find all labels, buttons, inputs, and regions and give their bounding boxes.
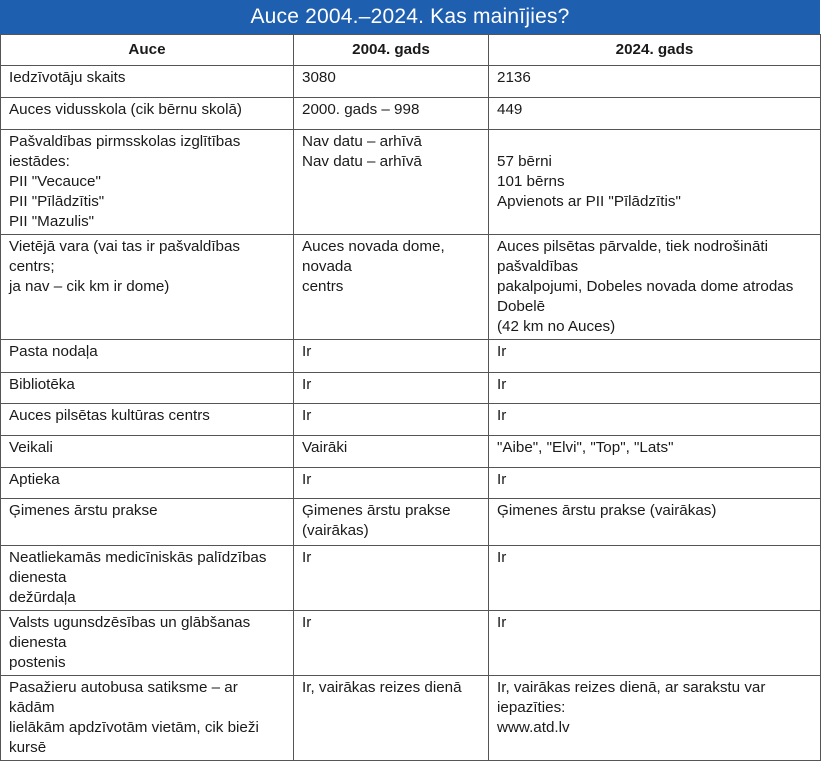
cell-line: Pasažieru autobusa satiksme – ar kādām <box>9 679 238 716</box>
cell-line: Ir <box>302 376 312 393</box>
cell-line: Ir <box>497 407 507 424</box>
cell-item <box>1 404 294 436</box>
cell-line: PII "Mazulis" <box>9 213 95 230</box>
cell-item <box>1 468 294 499</box>
cell-line: Ir <box>497 614 507 631</box>
cell-line: (42 km no Auces) <box>497 318 616 335</box>
cell-2004 <box>294 373 489 404</box>
cell-line: Ir, vairākas reizes dienā, ar sarakstu var iepazīties: <box>497 679 766 716</box>
cell-2004 <box>294 611 489 676</box>
cell-2004 <box>294 436 489 468</box>
cell-line: Vietējā vara (vai tas ir pašvaldības centrs; <box>9 238 241 275</box>
table-row <box>1 676 821 761</box>
table-row <box>1 373 821 404</box>
header-2024: 2024. gads <box>489 35 821 66</box>
cell-item <box>1 436 294 468</box>
cell-line: postenis <box>9 654 66 671</box>
cell-2004 <box>294 66 489 98</box>
table-row <box>1 404 821 436</box>
table-row <box>1 546 821 611</box>
cell-line: Ģimenes ārstu prakse (vairākas) <box>497 502 717 519</box>
cell-line: pakalpojumi, Dobeles novada dome atrodas Dobelē <box>497 278 794 315</box>
table-row <box>1 611 821 676</box>
cell-line: www.atd.lv <box>497 719 570 736</box>
cell-line: 57 bērni <box>497 153 552 170</box>
cell-line: Nav datu – arhīvā <box>302 133 422 150</box>
cell-line: Iedzīvotāju skaits <box>9 69 126 86</box>
cell-line: Vairāki <box>302 439 348 456</box>
cell-item <box>1 499 294 546</box>
cell-2024 <box>489 98 821 130</box>
cell-line: Ir <box>497 376 507 393</box>
table-row <box>1 66 821 98</box>
cell-line: Ir <box>497 549 507 566</box>
cell-2004 <box>294 546 489 611</box>
cell-line: Valsts ugunsdzēsības un glābšanas dienesta <box>9 614 251 651</box>
cell-line: Aptieka <box>9 471 60 488</box>
cell-2024 <box>489 373 821 404</box>
cell-2004 <box>294 340 489 373</box>
cell-item <box>1 235 294 340</box>
cell-2024 <box>489 676 821 761</box>
cell-line: PII "Vecauce" <box>9 173 101 190</box>
cell-line: Veikali <box>9 439 53 456</box>
cell-line: centrs <box>302 278 344 295</box>
header-auce: Auce <box>1 35 294 66</box>
table-row <box>1 499 821 546</box>
comparison-table <box>0 34 821 761</box>
cell-line: 2136 <box>497 69 531 86</box>
header-2004: 2004. gads <box>294 35 489 66</box>
cell-line: PII "Pīlādzītis" <box>9 193 105 210</box>
table-row <box>1 436 821 468</box>
cell-2024 <box>489 436 821 468</box>
cell-line: Auces pilsētas pārvalde, tiek nodrošināti pašvaldības <box>497 238 768 275</box>
cell-2004 <box>294 404 489 436</box>
table-row <box>1 340 821 373</box>
cell-2004 <box>294 468 489 499</box>
cell-line: Ir <box>497 343 507 360</box>
cell-line: Nav datu – arhīvā <box>302 153 422 170</box>
cell-item <box>1 130 294 235</box>
cell-line: Neatliekamās medicīniskās palīdzības dienesta <box>9 549 267 586</box>
cell-2004 <box>294 676 489 761</box>
cell-2024 <box>489 468 821 499</box>
cell-2024 <box>489 611 821 676</box>
cell-2024 <box>489 340 821 373</box>
table-body <box>1 66 821 761</box>
cell-line: Ir, vairākas reizes dienā <box>302 679 462 696</box>
cell-line: Ģimenes ārstu prakse <box>302 502 451 519</box>
cell-line: 101 bērns <box>497 173 565 190</box>
table-row <box>1 468 821 499</box>
cell-line: Ir <box>302 407 312 424</box>
cell-2024 <box>489 404 821 436</box>
table-row <box>1 235 821 340</box>
cell-line: Ir <box>302 549 312 566</box>
cell-line: Auces pilsētas kultūras centrs <box>9 407 210 424</box>
cell-item <box>1 98 294 130</box>
cell-line: Ir <box>302 471 312 488</box>
cell-line: Ir <box>302 343 312 360</box>
cell-line: Ir <box>302 614 312 631</box>
cell-line: 3080 <box>302 69 336 86</box>
cell-line: Auces novada dome, novada <box>302 238 445 275</box>
cell-line: Ģimenes ārstu prakse <box>9 502 158 519</box>
cell-2004 <box>294 98 489 130</box>
cell-2024 <box>489 546 821 611</box>
cell-2004 <box>294 130 489 235</box>
header-row <box>1 35 821 66</box>
cell-item <box>1 676 294 761</box>
cell-line: 449 <box>497 101 523 118</box>
cell-2024 <box>489 66 821 98</box>
cell-line: Auces vidusskola (cik bērnu skolā) <box>9 101 242 118</box>
cell-line: Pašvaldības pirmsskolas izglītības iestādes: <box>9 133 241 170</box>
cell-2004 <box>294 235 489 340</box>
cell-line: Apvienots ar PII "Pīlādzītis" <box>497 193 681 210</box>
cell-line: Bibliotēka <box>9 376 75 393</box>
cell-item <box>1 611 294 676</box>
cell-line: ja nav – cik km ir dome) <box>9 278 170 295</box>
cell-line: (vairākas) <box>302 522 369 539</box>
cell-line: lielākām apdzīvotām vietām, cik bieži kursē <box>9 719 259 756</box>
cell-item <box>1 546 294 611</box>
cell-2024 <box>489 235 821 340</box>
cell-line: 2000. gads – 998 <box>302 101 420 118</box>
cell-item <box>1 66 294 98</box>
cell-line: Ir <box>497 471 507 488</box>
cell-line <box>497 132 812 152</box>
cell-2004 <box>294 499 489 546</box>
table-row <box>1 130 821 235</box>
table-title: Auce 2004.–2024. Kas mainījies? <box>0 0 820 34</box>
table-row <box>1 98 821 130</box>
cell-item <box>1 340 294 373</box>
cell-line: "Aibe", "Elvi", "Top", "Lats" <box>497 439 674 456</box>
cell-2024 <box>489 130 821 235</box>
cell-line: Pasta nodaļa <box>9 343 98 360</box>
cell-2024 <box>489 499 821 546</box>
cell-line: dežūrdaļa <box>9 589 76 606</box>
cell-item <box>1 373 294 404</box>
